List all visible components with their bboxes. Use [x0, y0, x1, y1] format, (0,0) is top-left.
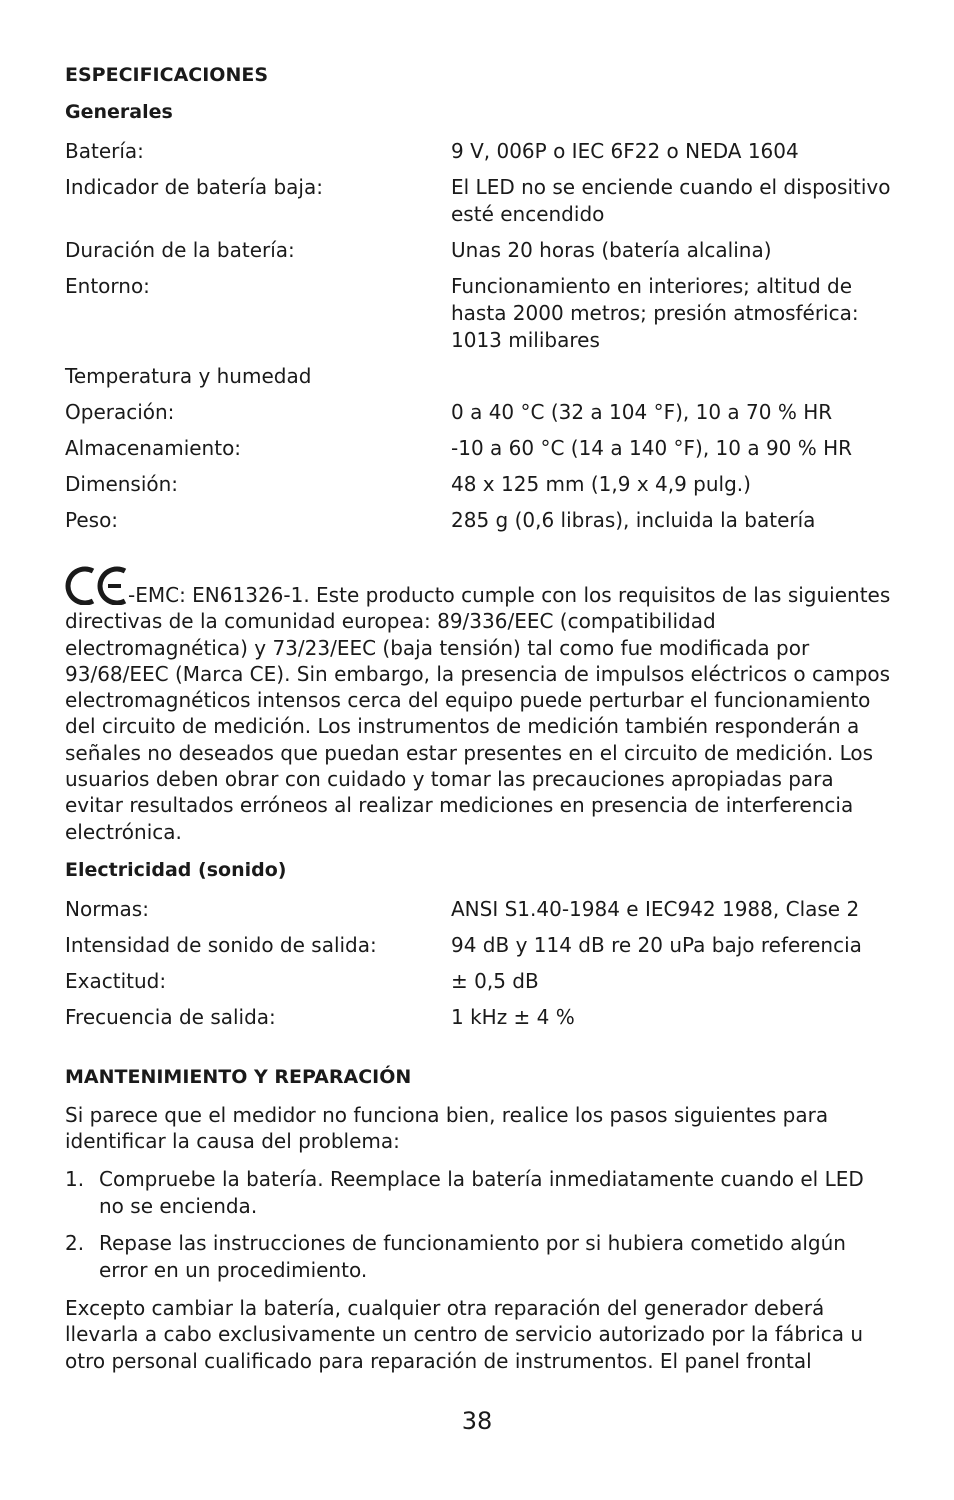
- spec-row-dimension: [65, 471, 895, 498]
- maintenance-closing: Excepto cambiar la batería, cualquier otra reparación del generador deberá llevarla a cabo exclusivamente un centro de servicio autorizado por la fábrica u otro personal cualificado para reparación de instrumentos. El panel frontal: [65, 1296, 864, 1373]
- spec-row-battery: [65, 138, 895, 165]
- spec-value: -10 a 60 °C (14 a 140 °F), 10 a 90 % HR: [451, 436, 853, 460]
- page-number: 38: [461, 1407, 493, 1435]
- spec-value: 9 V, 006P o IEC 6F22 o NEDA 1604: [451, 139, 799, 163]
- ce-compliance-text: -EMC: EN61326-1. Este producto cumple con los requisitos de las siguientes directivas de la comunidad europea: 89/336/EEC (compatibilidad electromagnética) y 73/23/EEC (baja tensión) tal como fue modificada por 93/68/EEC (Marca CE). Sin embargo, la presencia de impulsos eléctricos o campos electromagnéticos intensos cerca del equipo puede perturbar el funcionamiento del circuito de medición. Los instrumentos de medición también responderán a señales no deseados que puedan estar presentes en el circuito de medición. Los usuarios deben obrar con cuidado y tomar las precauciones apropiadas para evitar resultados erróneos al realizar mediciones en presencia de interferencia electrónica.: [65, 583, 891, 844]
- spec-row-weight: [65, 507, 895, 534]
- spec-label: Indicador de batería baja:: [65, 175, 323, 199]
- spec-row-low-battery: [65, 174, 895, 228]
- spec-row-standards: [65, 896, 895, 923]
- spec-label: Intensidad de sonido de salida:: [65, 933, 377, 957]
- spec-value: [451, 363, 895, 390]
- electric-specs-table: [65, 896, 895, 1031]
- spec-label: Batería:: [65, 139, 144, 163]
- spec-row-temp-humidity: [65, 363, 895, 390]
- spec-value: 94 dB y 114 dB re 20 uPa bajo referencia: [451, 933, 862, 957]
- spec-label: Normas:: [65, 897, 149, 921]
- list-item-number: 1.: [65, 1167, 85, 1191]
- spec-label: Almacenamiento:: [65, 436, 242, 460]
- spec-label: Exactitud:: [65, 969, 167, 993]
- spec-value: 285 g (0,6 libras), incluida la batería: [451, 508, 816, 532]
- spec-row-environment: [65, 273, 895, 354]
- spec-value: 48 x 125 mm (1,9 x 4,9 pulg.): [451, 472, 751, 496]
- spec-row-battery-life: [65, 237, 895, 264]
- spec-label: Temperatura y humedad: [65, 364, 312, 388]
- ce-mark-icon: [65, 565, 127, 605]
- spec-value: 0 a 40 °C (32 a 104 °F), 10 a 70 % HR: [451, 400, 833, 424]
- spec-label: Entorno:: [65, 274, 150, 298]
- maintenance-intro: Si parece que el medidor no funciona bien, realice los pasos siguientes para identificar la causa del problema:: [65, 1103, 829, 1154]
- spec-label: Peso:: [65, 508, 119, 532]
- spec-label: Frecuencia de salida:: [65, 1005, 276, 1029]
- spec-label: Dimensión:: [65, 472, 179, 496]
- page-title: ESPECIFICACIONES: [65, 64, 269, 86]
- general-specs-table: [65, 138, 895, 534]
- list-item-text: Repase las instrucciones de funcionamiento por si hubiera cometido algún error en un procedimiento.: [99, 1231, 846, 1282]
- spec-label: Operación:: [65, 400, 175, 424]
- spec-row-output-frequency: [65, 1004, 895, 1031]
- general-heading: Generales: [65, 101, 173, 123]
- list-item-text: Compruebe la batería. Reemplace la batería inmediatamente cuando el LED no se encienda.: [99, 1167, 864, 1218]
- spec-label: Duración de la batería:: [65, 238, 295, 262]
- spec-row-accuracy: [65, 968, 895, 995]
- spec-value: ± 0,5 dB: [451, 969, 539, 993]
- maintenance-heading: MANTENIMIENTO Y REPARACIÓN: [65, 1066, 412, 1088]
- list-item: [65, 1166, 895, 1220]
- list-item: [65, 1230, 895, 1284]
- maintenance-steps-list: [65, 1166, 895, 1284]
- spec-value: Funcionamiento en interiores; altitud de hasta 2000 metros; presión atmosférica: 1013 milibares: [451, 274, 859, 352]
- spec-value: Unas 20 horas (batería alcalina): [451, 238, 772, 262]
- ce-compliance-paragraph: [65, 565, 895, 845]
- spec-row-operation: [65, 399, 895, 426]
- spec-value: El LED no se enciende cuando el dispositivo esté encendido: [451, 175, 891, 226]
- electric-heading: Electricidad (sonido): [65, 859, 287, 881]
- list-item-number: 2.: [65, 1231, 85, 1255]
- spec-row-output-level: [65, 932, 895, 959]
- spec-value: ANSI S1.40-1984 e IEC942 1988, Clase 2: [451, 897, 860, 921]
- spec-row-storage: [65, 435, 895, 462]
- spec-value: 1 kHz ± 4 %: [451, 1005, 575, 1029]
